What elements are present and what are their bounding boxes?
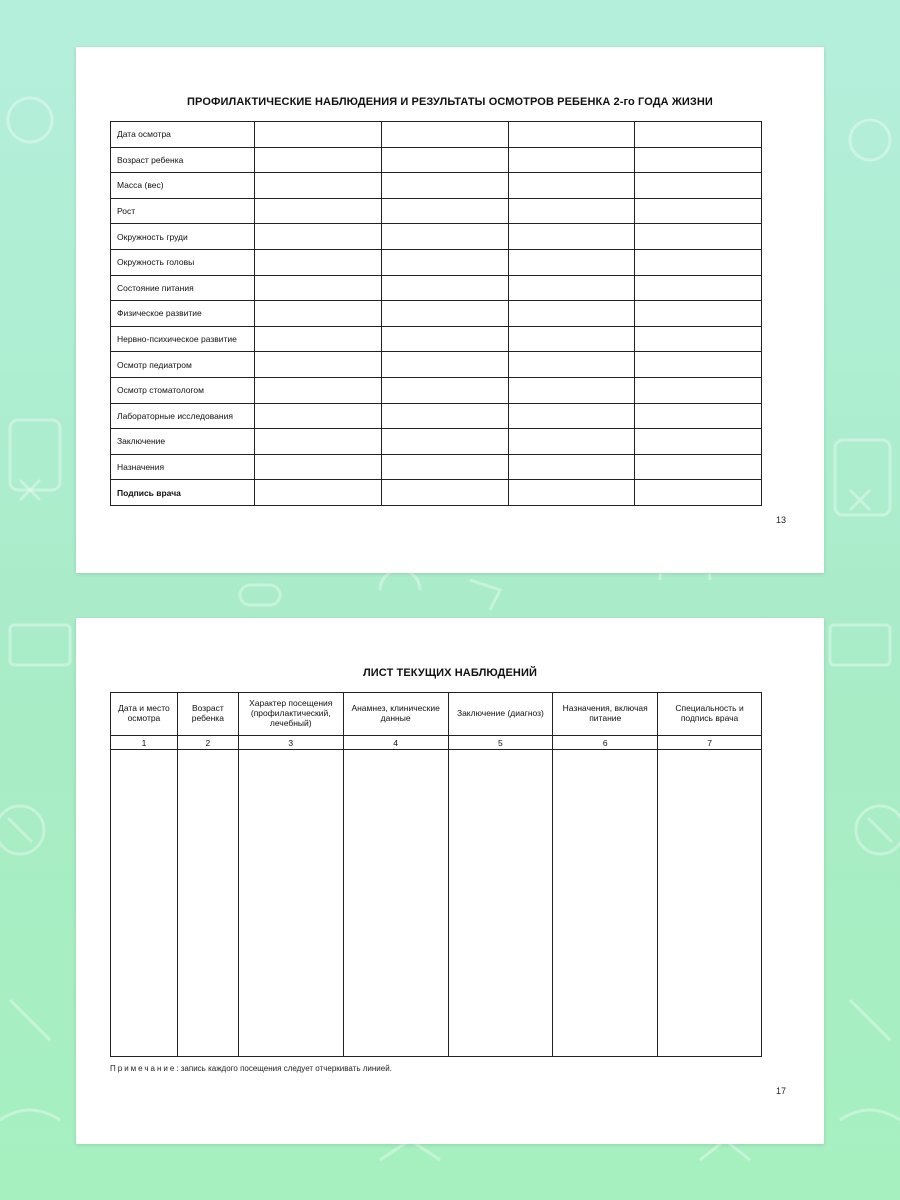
entry-cell[interactable] [381,301,508,327]
footnote [110,1064,392,1073]
table-row [111,352,762,378]
note-label: Примечание [110,1064,177,1073]
column-header: Заключение (диагноз) [448,693,553,736]
column-header: Анамнез, клинические данные [343,693,448,736]
entry-cell[interactable] [635,326,762,352]
entry-cell[interactable] [635,122,762,148]
entry-cell[interactable] [508,173,635,199]
row-label: Рост [111,198,255,224]
current-observations-table [110,692,762,1057]
entry-cell[interactable] [255,377,382,403]
table-body-row [111,750,762,1057]
entry-cell[interactable] [635,429,762,455]
entry-cell[interactable] [635,403,762,429]
entry-cell[interactable] [381,480,508,506]
column-header: Характер посещения (профилактический, лечебный) [238,693,343,736]
column-number-row [111,736,762,750]
entry-cell[interactable] [255,122,382,148]
row-label: Окружность груди [111,224,255,250]
entry-cell[interactable] [238,750,343,1057]
row-label: Состояние питания [111,275,255,301]
entry-cell[interactable] [635,249,762,275]
entry-cell[interactable] [448,750,553,1057]
entry-cell[interactable] [508,275,635,301]
entry-cell[interactable] [635,173,762,199]
entry-cell[interactable] [635,301,762,327]
entry-cell[interactable] [255,249,382,275]
table-row [111,326,762,352]
entry-cell[interactable] [255,198,382,224]
table-row [111,224,762,250]
entry-cell[interactable] [381,122,508,148]
entry-cell[interactable] [177,750,238,1057]
note-text: : запись каждого посещения следует отчеркивать линией. [176,1064,392,1073]
table-row [111,249,762,275]
entry-cell[interactable] [381,454,508,480]
page-number: 13 [775,515,786,525]
entry-cell[interactable] [635,352,762,378]
entry-cell[interactable] [508,377,635,403]
document-page-13 [76,47,824,573]
table-row [111,301,762,327]
entry-cell[interactable] [381,173,508,199]
table-row [111,275,762,301]
entry-cell[interactable] [658,750,762,1057]
column-number: 4 [343,736,448,750]
entry-cell[interactable] [255,224,382,250]
column-number: 3 [238,736,343,750]
row-label: Масса (вес) [111,173,255,199]
row-label: Дата осмотра [111,122,255,148]
column-number: 2 [177,736,238,750]
column-number: 1 [111,736,178,750]
entry-cell[interactable] [381,224,508,250]
column-header: Назначения, включая питание [553,693,658,736]
row-label: Возраст ребенка [111,147,255,173]
entry-cell[interactable] [381,429,508,455]
entry-cell[interactable] [508,403,635,429]
entry-cell[interactable] [255,301,382,327]
row-label: Назначения [111,454,255,480]
entry-cell[interactable] [508,326,635,352]
entry-cell[interactable] [381,275,508,301]
entry-cell[interactable] [508,352,635,378]
page-number: 17 [775,1086,786,1096]
row-label: Лабораторные исследования [111,403,255,429]
entry-cell[interactable] [255,275,382,301]
entry-cell[interactable] [381,326,508,352]
entry-cell[interactable] [111,750,178,1057]
entry-cell[interactable] [255,454,382,480]
table-row [111,122,762,148]
table-row [111,454,762,480]
entry-cell[interactable] [508,198,635,224]
entry-cell[interactable] [508,429,635,455]
entry-cell[interactable] [508,147,635,173]
table-row [111,198,762,224]
observation-table [110,121,762,506]
table-row [111,173,762,199]
entry-cell[interactable] [255,326,382,352]
page-title: ЛИСТ ТЕКУЩИХ НАБЛЮДЕНИЙ [362,667,537,679]
entry-cell[interactable] [381,352,508,378]
column-number: 7 [658,736,762,750]
row-label: Окружность головы [111,249,255,275]
entry-cell[interactable] [255,352,382,378]
row-label: Осмотр стоматологом [111,377,255,403]
entry-cell[interactable] [635,480,762,506]
table-row [111,403,762,429]
table-row [111,147,762,173]
table-row [111,480,762,506]
entry-cell[interactable] [635,275,762,301]
entry-cell[interactable] [255,480,382,506]
row-label: Физическое развитие [111,301,255,327]
entry-cell[interactable] [255,173,382,199]
column-header: Специальность и подпись врача [658,693,762,736]
entry-cell[interactable] [343,750,448,1057]
entry-cell[interactable] [381,249,508,275]
entry-cell[interactable] [508,249,635,275]
entry-cell[interactable] [381,377,508,403]
entry-cell[interactable] [508,454,635,480]
entry-cell[interactable] [508,480,635,506]
entry-cell[interactable] [635,454,762,480]
entry-cell[interactable] [255,403,382,429]
entry-cell[interactable] [635,198,762,224]
entry-cell[interactable] [381,403,508,429]
table-row [111,377,762,403]
entry-cell[interactable] [553,750,658,1057]
table-row [111,429,762,455]
entry-cell[interactable] [255,429,382,455]
entry-cell[interactable] [508,224,635,250]
entry-cell[interactable] [381,198,508,224]
row-label: Заключение [111,429,255,455]
entry-cell[interactable] [381,147,508,173]
row-label: Нервно-психическое развитие [111,326,255,352]
document-page-17 [76,618,824,1144]
entry-cell[interactable] [508,301,635,327]
entry-cell[interactable] [508,122,635,148]
column-header: Возраст ребенка [177,693,238,736]
page-title: ПРОФИЛАКТИЧЕСКИЕ НАБЛЮДЕНИЯ И РЕЗУЛЬТАТЫ ОСМОТРОВ РЕБЕНКА 2-го ГОДА ЖИЗНИ [187,96,713,108]
column-header: Дата и место осмотра [111,693,178,736]
entry-cell[interactable] [635,377,762,403]
table-header-row [111,693,762,736]
entry-cell[interactable] [635,224,762,250]
column-number: 6 [553,736,658,750]
row-label: Подпись врача [111,480,255,506]
row-label: Осмотр педиатром [111,352,255,378]
entry-cell[interactable] [635,147,762,173]
entry-cell[interactable] [255,147,382,173]
column-number: 5 [448,736,553,750]
